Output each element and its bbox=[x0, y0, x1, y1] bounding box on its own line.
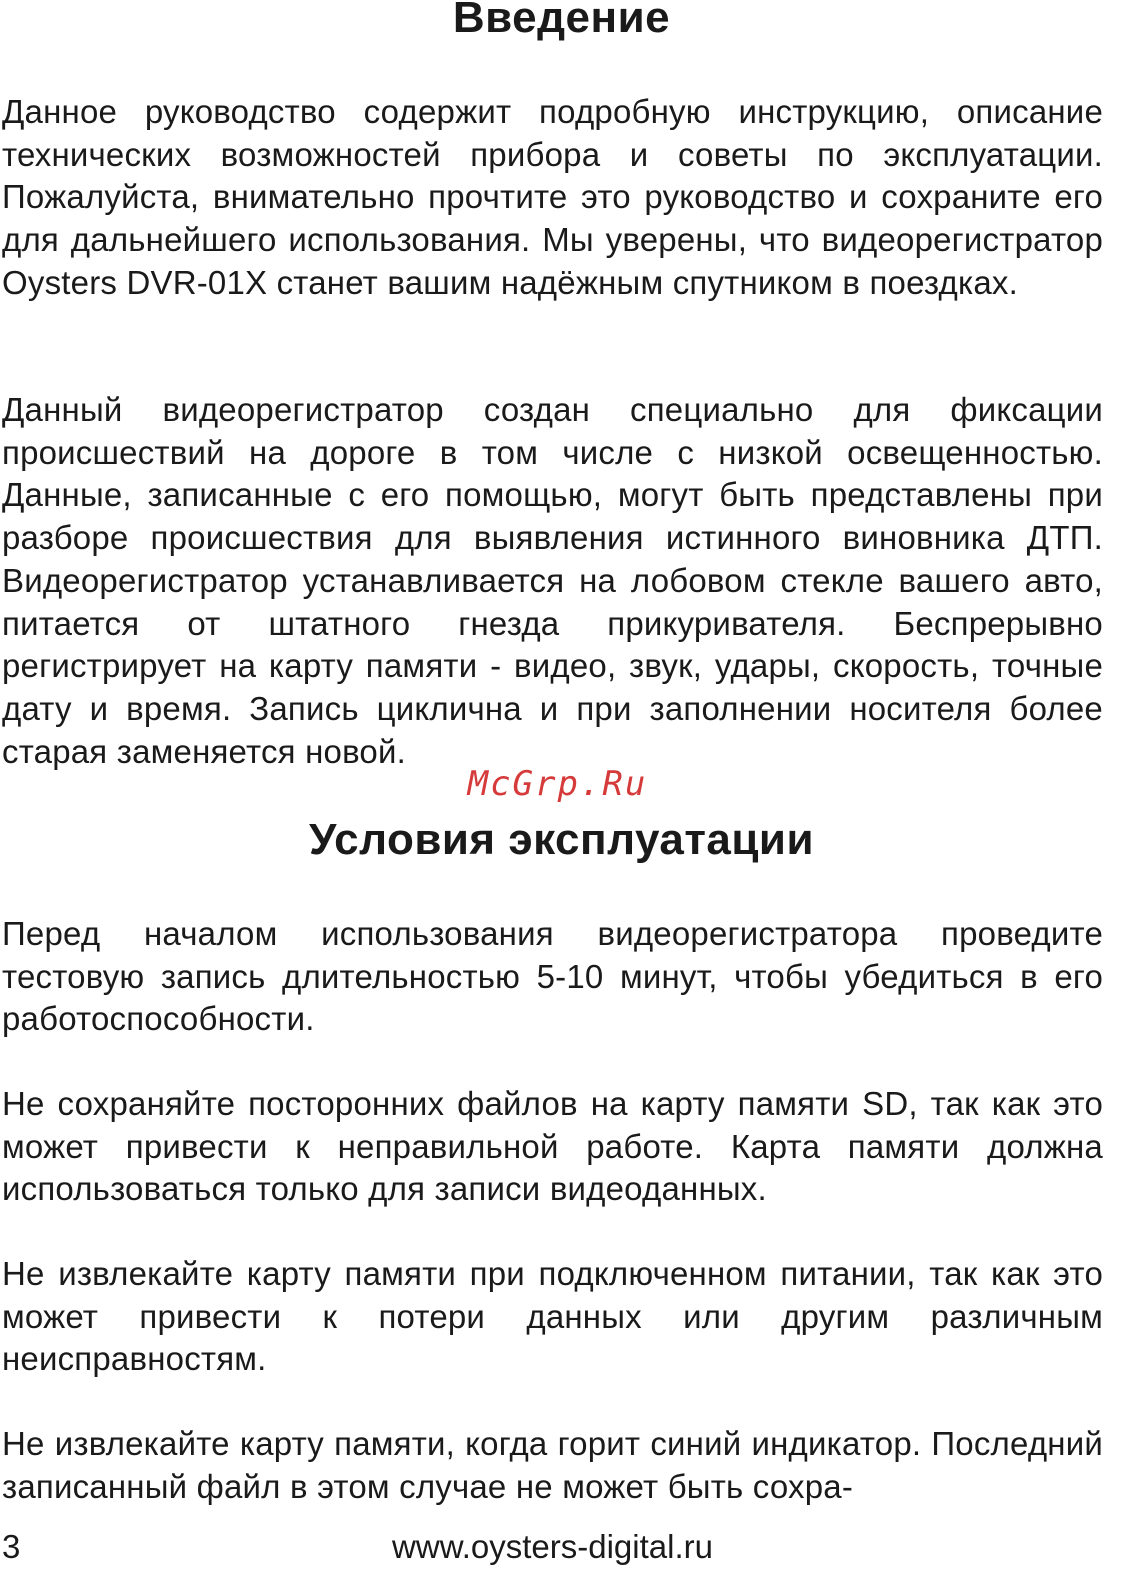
page-number: 3 bbox=[2, 1528, 21, 1565]
intro-heading: Введение bbox=[452, 0, 671, 42]
watermark: McGrp.Ru bbox=[467, 764, 648, 804]
conditions-paragraph-2: Не сохраняйте посторонних файлов на карту памяти SD, так как это может привести к неправильной работе. Карта памяти должна использоваться только для записи видеоданных. bbox=[2, 1085, 1103, 1208]
conditions-paragraph-3: Не извлекайте карту памяти при подключенном питании, так как это может привести к потери данных или другим различным неисправностям. bbox=[2, 1255, 1103, 1378]
intro-paragraph-2: Данный видеорегистратор создан специально для фиксации происшествий на дороге в том числе с низкой освещенностью. Данные, записанные с его помощью, могут быть представлены при разборе происшествия для выявления истинного виновника ДТП. Видеорегистратор устанавливается на лобовом стекле вашего авто, питается от штатного гнезда прикуривателя. Беспрерывно регистрирует на карту памяти - видео, звук, удары, скорость, точные дату и время. Запись циклична и при заполнении носителя более старая заменяется новой. bbox=[2, 391, 1103, 770]
conditions-paragraph-1: Перед началом использования видеорегистратора проведите тестовую запись длительностью 5-10 минут, чтобы убедиться в его работоспособности. bbox=[2, 915, 1103, 1038]
footer-url: www.oysters-digital.ru bbox=[392, 1528, 713, 1565]
intro-paragraph-1: Данное руководство содержит подробную инструкцию, описание технических возможностей прибора и советы по эксплуатации. Пожалуйста, внимательно прочтите это руководство и сохраните его для дальнейшего использования. Мы уверены, что видеорегистратор Oysters DVR-01X станет вашим надёжным спутником в поездках. bbox=[2, 93, 1103, 301]
conditions-paragraph-4: Не извлекайте карту памяти, когда горит синий индикатор. Последний записанный файл в этом случае не может быть сохра- bbox=[2, 1425, 1103, 1505]
conditions-heading: Условия эксплуатации bbox=[309, 815, 814, 864]
